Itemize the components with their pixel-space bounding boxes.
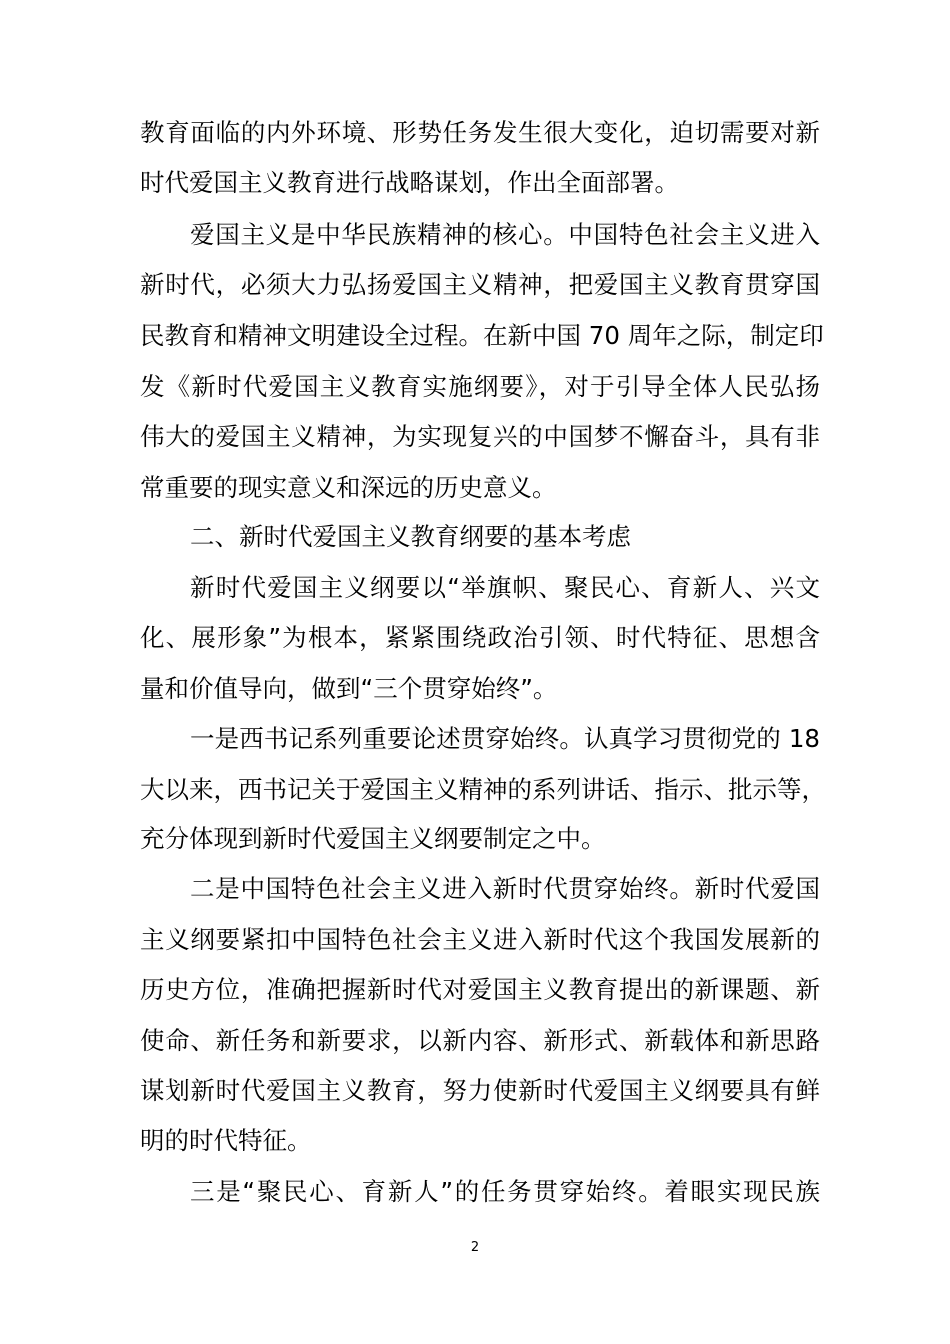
section-heading: 二、新时代爱国主义教育纲要的基本考虑 (190, 522, 631, 551)
text-line: 教育面临的内外环境、形势任务发生很大变化，迫切需要对新 (140, 118, 820, 147)
text-line: 新时代，必须大力弘扬爱国主义精神，把爱国主义教育贯穿国 (140, 270, 820, 299)
paragraph-first-line: 三是“聚民心、育新人”的任务贯穿始终。着眼实现民族 (190, 1177, 820, 1206)
text-line: 化、展形象”为根本，紧紧围绕政治引领、时代特征、思想含 (140, 623, 820, 652)
text-line: 主义纲要紧扣中国特色社会主义进入新时代这个我国发展新的 (140, 925, 820, 954)
paragraph-first-line: 新时代爱国主义纲要以“举旗帜、聚民心、育新人、兴文 (190, 573, 820, 602)
text-line: 民教育和精神文明建设全过程。在新中国 70 周年之际，制定印 (140, 321, 824, 350)
paragraph-first-line: 二是中国特色社会主义进入新时代贯穿始终。新时代爱国 (190, 874, 820, 903)
text-line: 充分体现到新时代爱国主义纲要制定之中。 (140, 824, 606, 853)
text-line: 明的时代特征。 (140, 1126, 312, 1155)
page-number: 2 (470, 1240, 480, 1255)
text-line: 使命、新任务和新要求，以新内容、新形式、新载体和新思路 (140, 1026, 820, 1055)
text-line: 谋划新时代爱国主义教育，努力使新时代爱国主义纲要具有鲜 (140, 1076, 820, 1105)
text-line: 常重要的现实意义和深远的历史意义。 (140, 473, 557, 502)
text-line: 量和价值导向，做到“三个贯穿始终”。 (140, 674, 558, 703)
paragraph-first-line: 一是西书记系列重要论述贯穿始终。认真学习贯彻党的 18 (190, 724, 820, 753)
text-line: 历史方位，准确把握新时代对爱国主义教育提出的新课题、新 (140, 975, 820, 1004)
text-line: 发《新时代爱国主义教育实施纲要》，对于引导全体人民弘扬 (140, 372, 820, 401)
text-line: 伟大的爱国主义精神，为实现复兴的中国梦不懈奋斗，具有非 (140, 422, 820, 451)
paragraph-first-line: 爱国主义是中华民族精神的核心。中国特色社会主义进入 (190, 220, 820, 249)
text-line: 大以来，西书记关于爱国主义精神的系列讲话、指示、批示等， (140, 775, 826, 804)
text-line: 时代爱国主义教育进行战略谋划，作出全面部署。 (140, 168, 679, 197)
